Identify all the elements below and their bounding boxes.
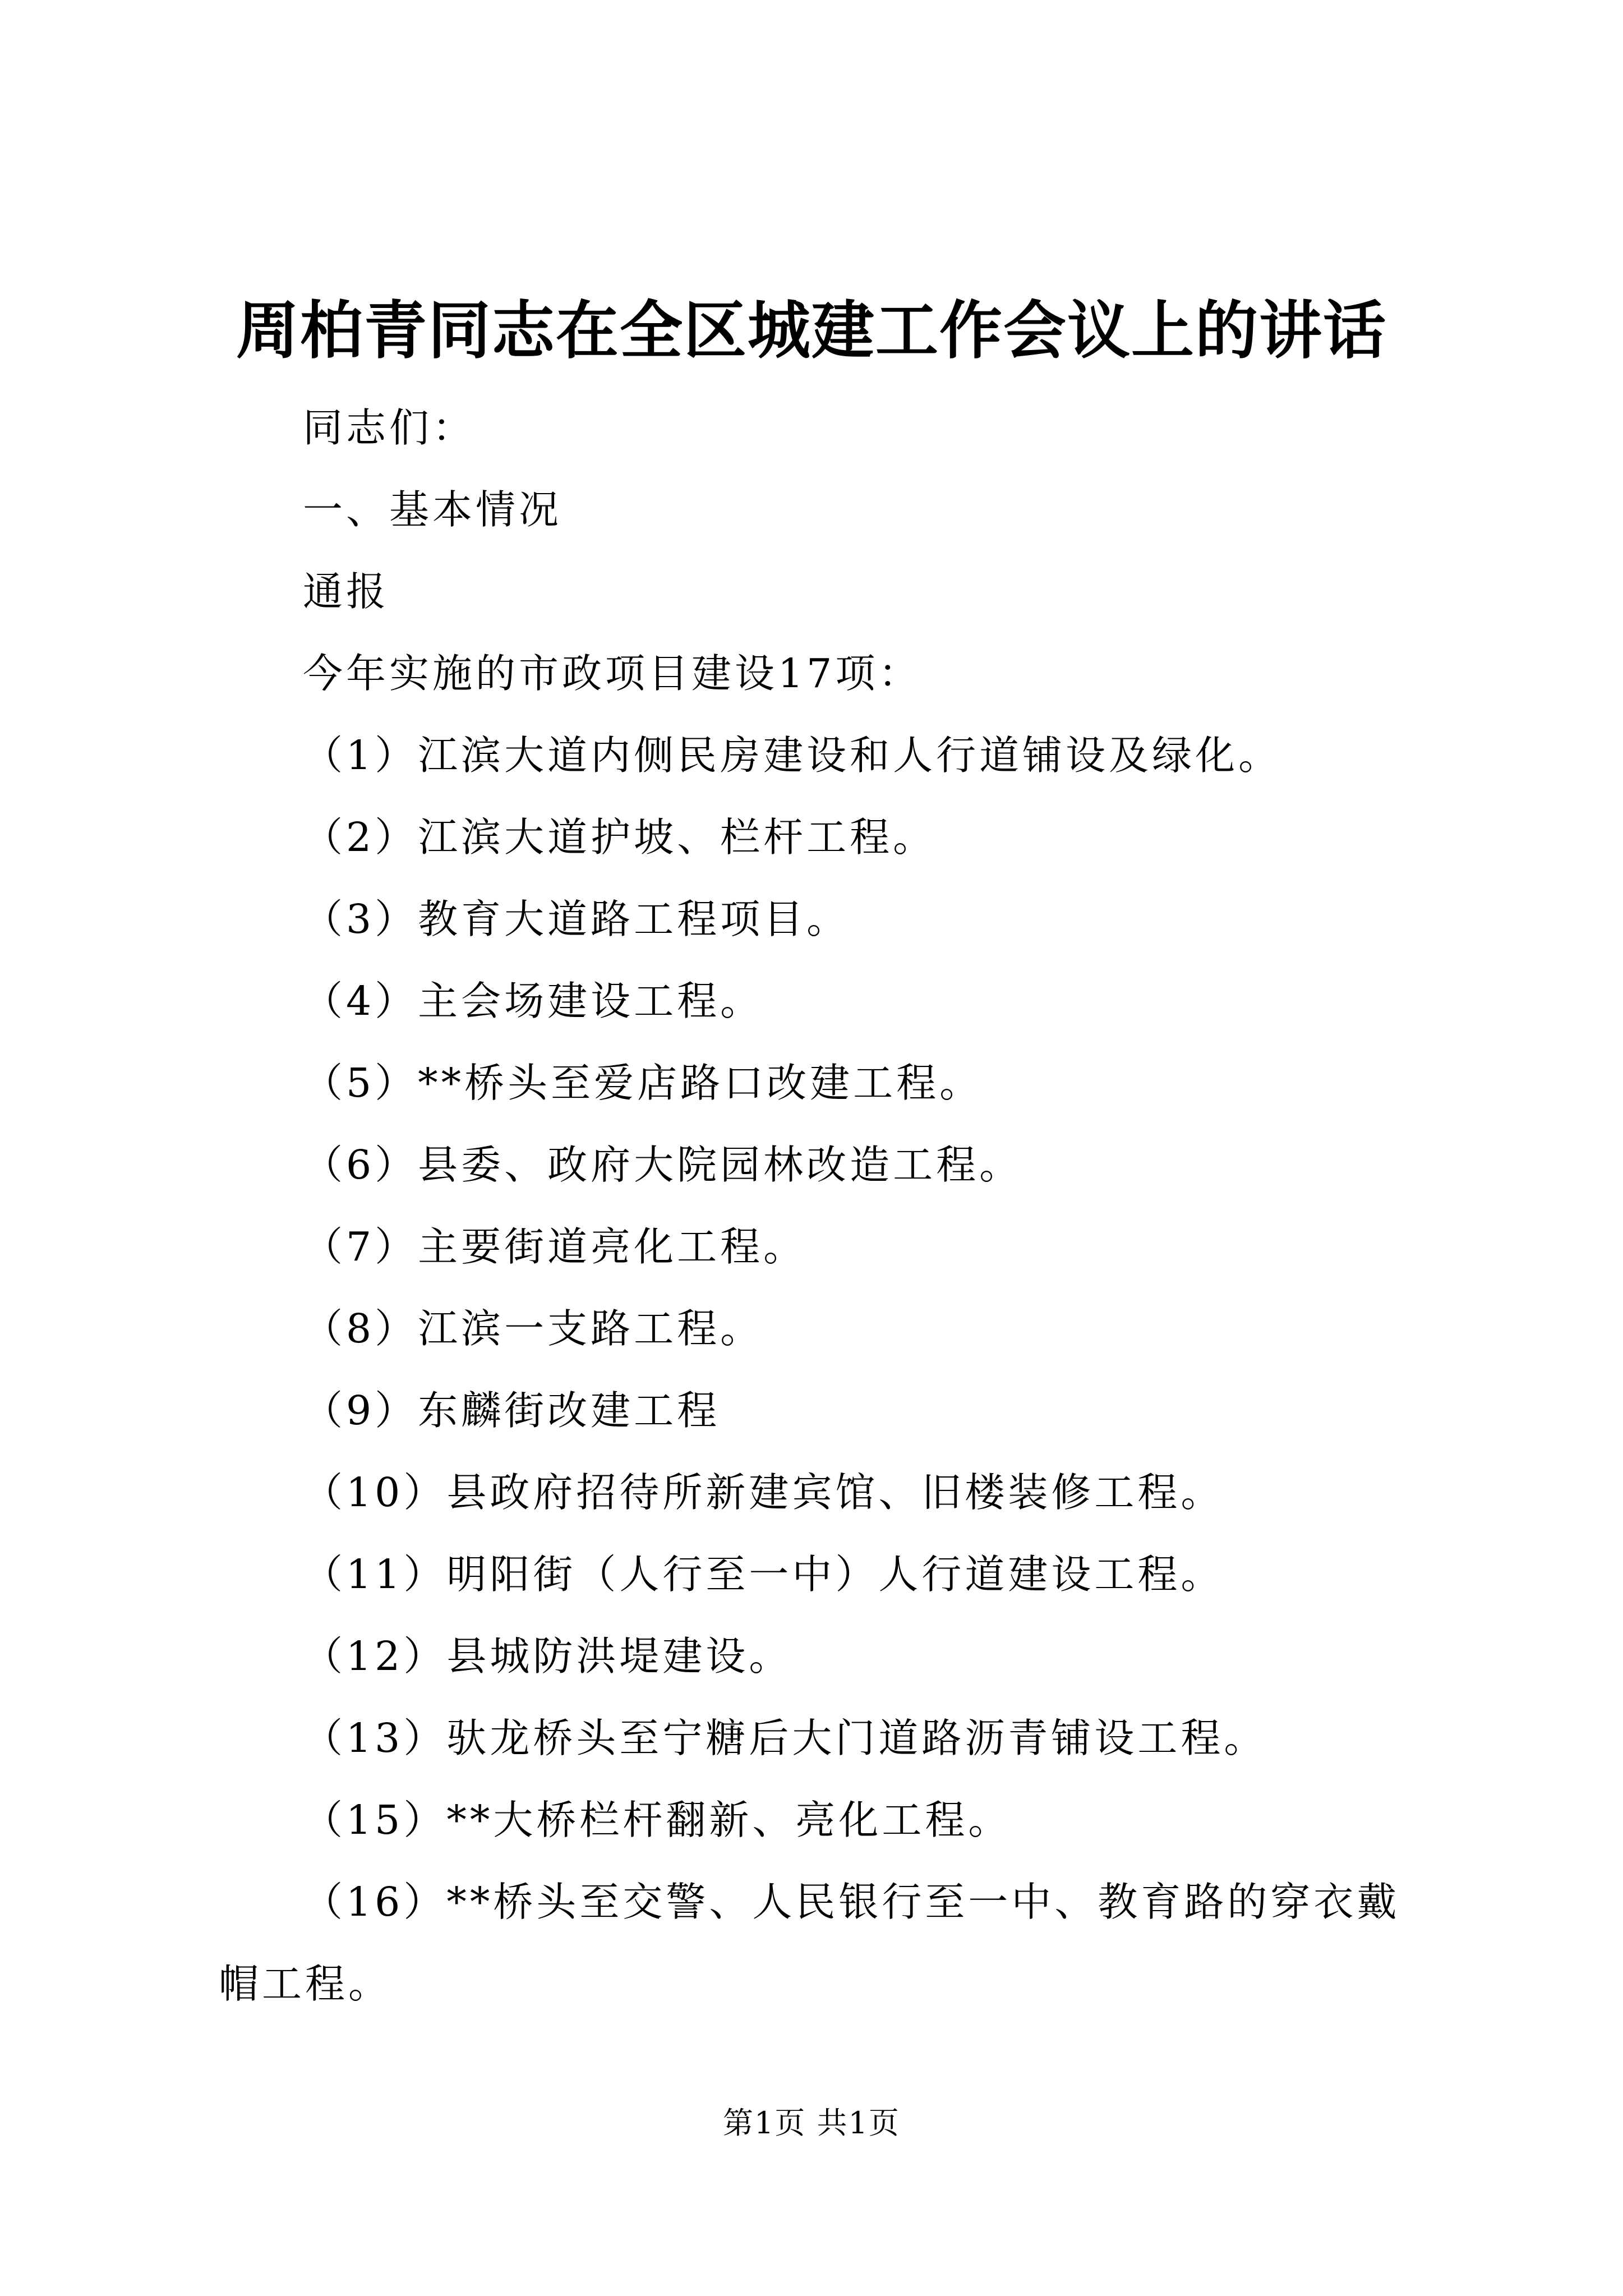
list-item: （11）明阳街（人行至一中）人行道建设工程。	[303, 1551, 1224, 1598]
subheading: 通报	[303, 568, 390, 615]
list-item: （9）东麟街改建工程	[303, 1387, 721, 1434]
list-item: （8）江滨一支路工程。	[303, 1305, 764, 1352]
list-item: （3）教育大道路工程项目。	[303, 896, 850, 942]
list-item: （6）县委、政府大院园林改造工程。	[303, 1142, 1023, 1188]
intro-paragraph: 今年实施的市政项目建设17项：	[303, 650, 922, 697]
list-item: （13）驮龙桥头至宁糖后大门道路沥青铺设工程。	[303, 1715, 1267, 1761]
salutation: 同志们：	[303, 404, 476, 451]
document-title: 周柏青同志在全区城建工作会议上的讲话	[236, 294, 1387, 367]
list-item: （16）**桥头至交警、人民银行至一中、教育路的穿衣戴帽工程。	[219, 1879, 1400, 2007]
list-item: （10）县政府招待所新建宾馆、旧楼装修工程。	[303, 1469, 1224, 1516]
list-item: （5）**桥头至爱店路口改建工程。	[303, 1060, 983, 1106]
section-heading: 一、基本情况	[303, 486, 562, 533]
list-item: （12）县城防洪堤建设。	[303, 1633, 792, 1680]
list-item: （7）主要街道亮化工程。	[303, 1223, 807, 1270]
list-item: （4）主会场建设工程。	[303, 978, 764, 1024]
list-item: （1）江滨大道内侧民房建设和人行道铺设及绿化。	[303, 732, 1282, 779]
list-item: （2）江滨大道护坡、栏杆工程。	[303, 814, 937, 861]
page-footer: 第1页 共1页	[723, 2105, 900, 2141]
list-item: （15）**大桥栏杆翻新、亮化工程。	[303, 1797, 1012, 1843]
document-body	[219, 387, 1404, 2025]
